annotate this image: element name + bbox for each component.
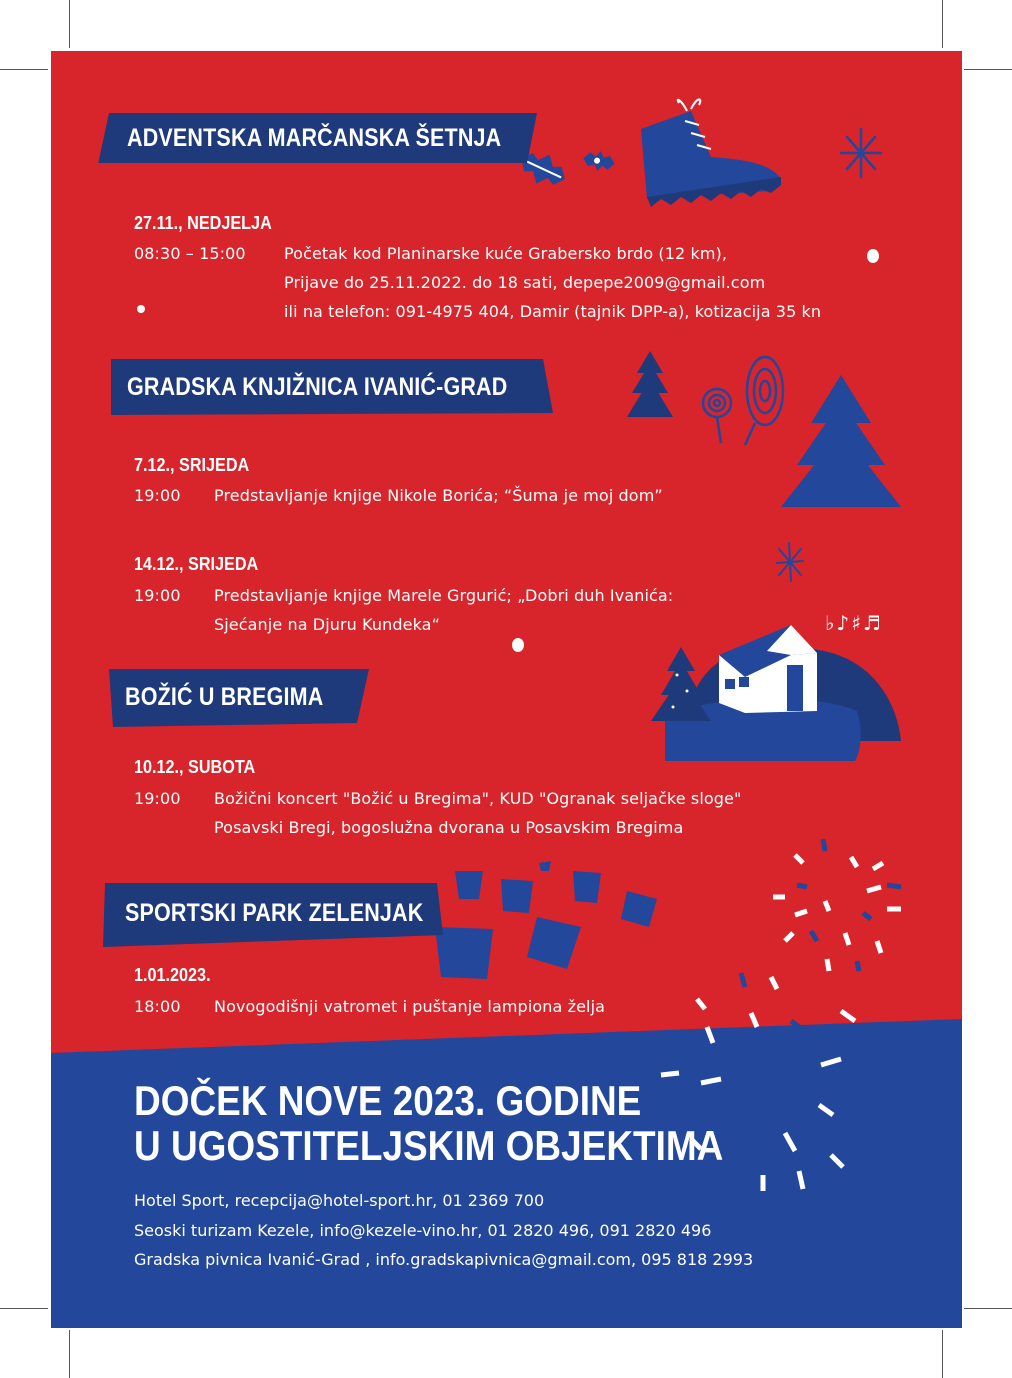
section-heading-banner	[97, 113, 537, 163]
event-description: Početak kod Planinarske kuće Grabersko brdo (12 km),	[284, 244, 728, 263]
snow-dot	[137, 305, 145, 313]
event-description: Prijave do 25.11.2022. do 18 sati, depepe2009@gmail.com	[284, 273, 766, 292]
event-description: Predstavljanje knjige Marele Grgurić; „Dobri duh Ivanića:	[214, 586, 674, 605]
crop-mark	[69, 1330, 70, 1378]
section-heading: BOŽIĆ U BREGIMA	[125, 683, 324, 711]
holly-leaf-icon	[582, 148, 617, 173]
house-icon	[651, 625, 901, 761]
crop-mark	[942, 0, 943, 48]
contact-line: Hotel Sport, recepcija@hotel-sport.hr, 01 2369 700	[134, 1191, 545, 1210]
lantern-icon	[435, 861, 657, 979]
poster	[51, 51, 962, 1328]
lollipop-icon	[703, 357, 783, 445]
tree-icon	[781, 375, 901, 507]
event-date: 27.11., NEDJELJA	[134, 213, 272, 233]
section-heading-banner	[111, 359, 553, 409]
crop-mark	[0, 69, 48, 70]
event-date: 1.01.2023.	[134, 965, 211, 985]
crop-mark	[964, 69, 1012, 70]
event-description: Novogodišnji vatromet i puštanje lampiona želja	[214, 997, 606, 1016]
footer-title: DOČEK NOVE 2023. GODINE	[134, 1077, 642, 1124]
section-heading-banner	[109, 669, 369, 719]
event-time: 18:00	[134, 997, 181, 1016]
event-time: 19:00	[134, 486, 181, 505]
section-heading: GRADSKA KNJIŽNICA IVANIĆ-GRAD	[127, 373, 508, 401]
crop-mark	[942, 1330, 943, 1378]
event-date: 7.12., SRIJEDA	[134, 455, 250, 475]
contact-line: Seoski turizam Kezele, info@kezele-vino.hr, 01 2820 496, 091 2820 496	[134, 1221, 712, 1240]
sparkle-icon	[777, 543, 803, 581]
event-description: Predstavljanje knjige Nikole Borića; “Šuma je moj dom”	[214, 486, 663, 505]
section-heading-banner	[103, 883, 443, 933]
event-date: 10.12., SUBOTA	[134, 757, 256, 777]
event-description: Božični koncert "Božić u Bregima", KUD "Ogranak seljačke sloge"	[214, 789, 742, 808]
snow-dot	[867, 249, 879, 263]
footer-title: U UGOSTITELJSKIM OBJEKTIMA	[134, 1122, 724, 1169]
crop-mark	[0, 1308, 48, 1309]
event-time: 19:00	[134, 789, 181, 808]
sparkle-icon	[841, 129, 881, 177]
snow-dot	[512, 638, 524, 652]
event-description: Posavski Bregi, bogoslužna dvorana u Posavskim Bregima	[214, 818, 684, 837]
crop-mark	[69, 0, 70, 48]
section-heading: SPORTSKI PARK ZELENJAK	[125, 899, 424, 927]
event-time: 19:00	[134, 586, 181, 605]
boot-icon	[641, 99, 781, 207]
music-notes-icon: ♭♪♯♬	[825, 611, 883, 635]
tree-icon	[627, 351, 673, 417]
event-date: 14.12., SRIJEDA	[134, 554, 259, 574]
event-description: ili na telefon: 091-4975 404, Damir (tajnik DPP-a), kotizacija 35 kn	[284, 302, 822, 321]
crop-mark	[964, 1308, 1012, 1309]
contact-line: Gradska pivnica Ivanić-Grad , info.gradskapivnica@gmail.com, 095 818 2993	[134, 1250, 754, 1269]
section-heading: ADVENTSKA MARČANSKA ŠETNJA	[127, 124, 502, 152]
event-time: 08:30 – 15:00	[134, 244, 246, 263]
event-description: Sjećanje na Djuru Kundeka“	[214, 615, 440, 634]
